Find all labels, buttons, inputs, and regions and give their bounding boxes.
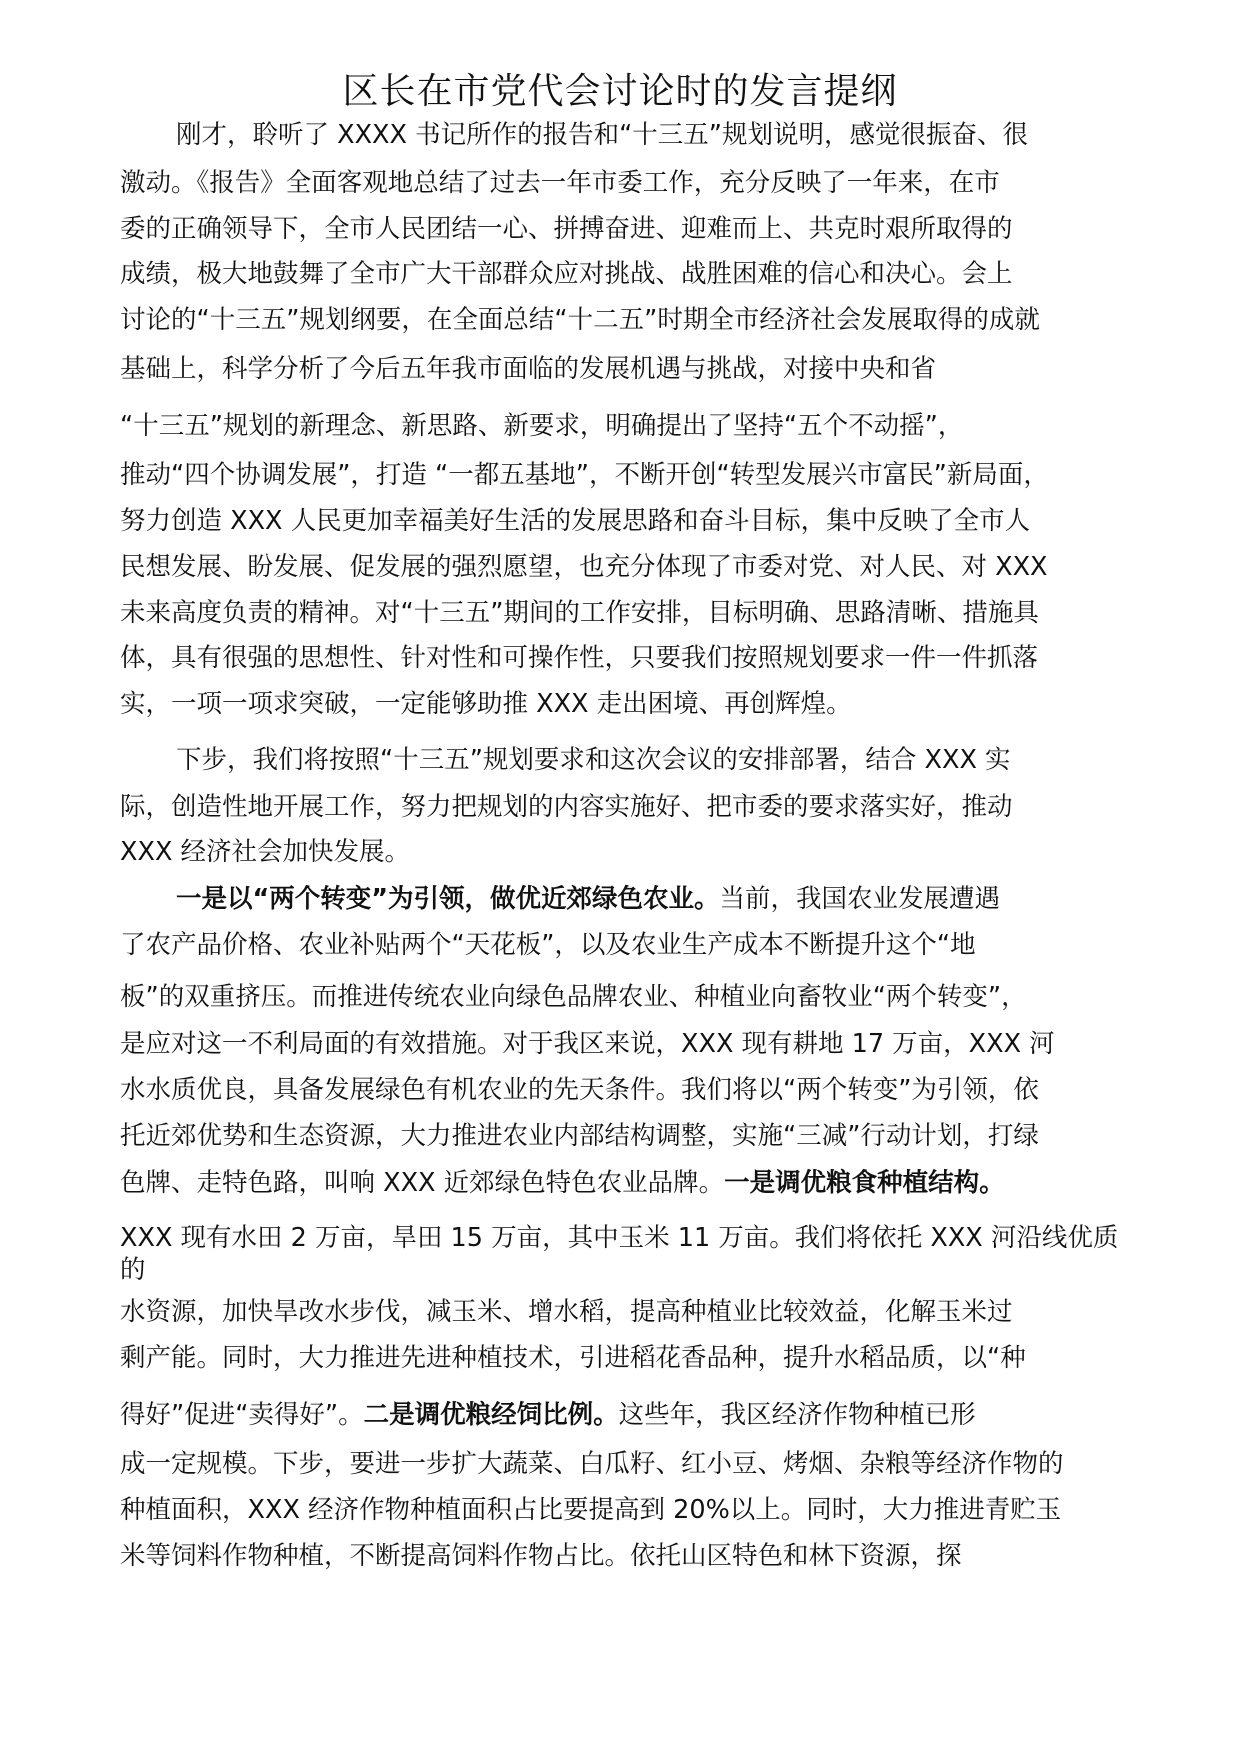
text-span: 这些年，我区经济作物种植已形 [618, 1400, 976, 1430]
subsection-heading: 二是调优粮经饲比例。 [363, 1400, 619, 1430]
text-line: 种植面积，XXX 经济作物种植面积占比要提高到 20%以上。同时，大力推进青贮玉 [120, 1495, 1062, 1525]
text-line: 成一定规模。下步，要进一步扩大蔬菜、白瓜籽、红小豆、烤烟、杂粮等经济作物的 [120, 1449, 1064, 1479]
text-line: XXX 经济社会加快发展。 [120, 837, 411, 867]
text-line: 水水质优良，具备发展绿色有机农业的先天条件。我们将以“两个转变”为引领，依 [120, 1075, 1039, 1105]
text-line: XXX 现有水田 2 万亩，旱田 15 万亩，其中玉米 11 万亩。我们将依托 XXX 河沿线优质 [120, 1223, 1119, 1253]
text-line: 基础上，科学分析了今后五年我市面临的发展机遇与挑战，对接中央和省 [120, 354, 937, 384]
text-line: 民想发展、盼发展、促发展的强烈愿望，也充分体现了市委对党、对人民、对 XXX [120, 552, 1048, 582]
subsection-heading: 一是调优粮食种植结构。 [724, 1168, 1005, 1198]
text-line: 刚才，聆听了 XXXX 书记所作的报告和“十三五”规划说明，感觉很振奋、很 [176, 120, 1029, 150]
text-line: 委的正确领导下，全市人民团结一心、拼搏奋进、迎难而上、共克时艰所取得的 [120, 214, 1013, 244]
text-line: 实，一项一项求突破，一定能够助推 XXX 走出困境、再创辉煌。 [120, 689, 852, 719]
text-line: 剩产能。同时，大力推进先进种植技术，引进稻花香品种，提升水稻品质，以“种 [120, 1343, 1026, 1373]
text-line: 水资源，加快旱改水步伐，减玉米、增水稻，提高种植业比较效益，化解玉米过 [120, 1297, 1013, 1327]
text-line: “十三五”规划的新理念、新思路、新要求，明确提出了坚持“五个不动摇”， [120, 411, 964, 441]
text-line: 托近郊优势和生态资源，大力推进农业内部结构调整，实施“三减”行动计划，打绿 [120, 1121, 1039, 1151]
text-line [120, 1165, 1005, 1201]
text-line [176, 881, 1000, 917]
section-heading: 一是以“两个转变”为引领，做优近郊绿色农业。 [176, 884, 720, 914]
text-line: 讨论的“十三五”规划纲要，在全面总结“十二五”时期全市经济社会发展取得的成就 [120, 305, 1040, 335]
text-line: 是应对这一不利局面的有效措施。对于我区来说，XXX 现有耕地 17 万亩，XXX 河 [120, 1029, 1055, 1059]
page-title: 区长在市党代会讨论时的发言提纲 [342, 71, 898, 112]
text-line: 的 [120, 1255, 146, 1285]
text-line: 际，创造性地开展工作，努力把规划的内容实施好、把市委的要求落实好，推动 [120, 792, 1013, 822]
text-line: 下步，我们将按照“十三五”规划要求和这次会议的安排部署，结合 XXX 实 [176, 745, 1011, 775]
text-line [120, 1397, 976, 1433]
text-line: 体，具有很强的思想性、针对性和可操作性，只要我们按照规划要求一件一件抓落 [120, 643, 1039, 673]
text-line: 了农产品价格、农业补贴两个“天花板”，以及农业生产成本不断提升这个“地 [120, 930, 976, 960]
text-line: 成绩，极大地鼓舞了全市广大干部群众应对挑战、战胜困难的信心和决心。会上 [120, 259, 1013, 289]
text-span: 色牌、走特色路，叫响 XXX 近郊绿色特色农业品牌。 [120, 1168, 725, 1198]
text-line: 努力创造 XXX 人民更加幸福美好生活的发展思路和奋斗目标，集中反映了全市人 [120, 506, 1031, 536]
text-span: 得好”促进“卖得好”。 [120, 1400, 364, 1430]
text-line: 米等饲料作物种植，不断提高饲料作物占比。依托山区特色和林下资源，探 [120, 1541, 962, 1571]
text-span: 当前，我国农业发展遭遇 [719, 884, 1001, 914]
text-line: 板”的双重挤压。而推进传统农业向绿色品牌农业、种植业向畜牧业“两个转变”， [120, 982, 1027, 1012]
text-line: 激动。《报告》全面客观地总结了过去一年市委工作，充分反映了一年来，在市 [120, 168, 1000, 198]
text-line: 推动“四个协调发展”，打造 “一都五基地”，不断开创“转型发展兴市富民”新局面， [120, 460, 1049, 490]
text-line: 未来高度负责的精神。对“十三五”期间的工作安排，目标明确、思路清晰、措施具 [120, 598, 1039, 628]
